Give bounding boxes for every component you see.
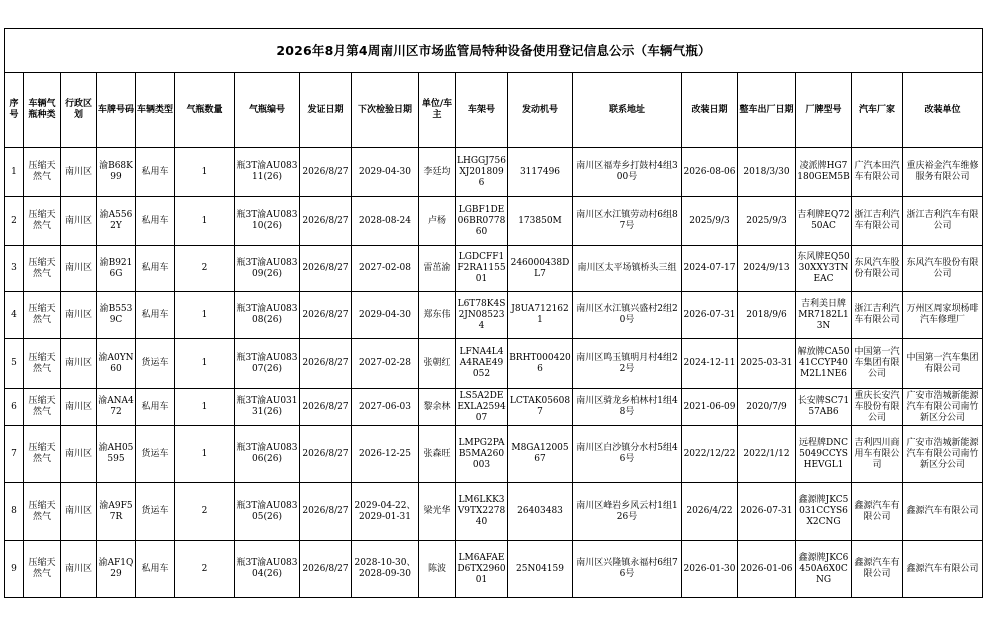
- cell-engine-no: 25N04159: [508, 541, 573, 598]
- cell-owner: 梁光华: [419, 483, 456, 541]
- col-header-next-inspection: 下次检验日期: [352, 73, 419, 148]
- cell-modifier: 浙江吉利汽车有限公司: [903, 197, 983, 246]
- cell-factory-date: 2025-03-31: [738, 339, 796, 389]
- cell-seq: 7: [5, 426, 24, 483]
- cell-engine-no: J8UA7121621: [508, 292, 573, 339]
- cell-owner: 张朝红: [419, 339, 456, 389]
- cell-cylinder-count: 2: [175, 483, 235, 541]
- cell-cylinder-count: 1: [175, 426, 235, 483]
- cell-model: 东风牌EQ5030XXY3TNEAC: [796, 246, 852, 292]
- cell-issue-date: 2026/8/27: [300, 426, 352, 483]
- table-row: [5, 197, 983, 246]
- cell-vehicle-type: 私用车: [136, 148, 175, 197]
- cell-owner: 陈波: [419, 541, 456, 598]
- cell-district: 南川区: [61, 197, 97, 246]
- cell-next-inspection: 2028-10-30、2028-09-30: [352, 541, 419, 598]
- cell-district: 南川区: [61, 389, 97, 426]
- cell-modifier: 广安市浩城新能源汽车有限公司南竹新区分公司: [903, 389, 983, 426]
- cell-cylinder-count: 2: [175, 541, 235, 598]
- cell-manufacturer: 浙江吉利汽车有限公司: [852, 292, 903, 339]
- cell-factory-date: 2026-07-31: [738, 483, 796, 541]
- cell-issue-date: 2026/8/27: [300, 246, 352, 292]
- cell-next-inspection: 2027-06-03: [352, 389, 419, 426]
- cell-modifier: 鑫源汽车有限公司: [903, 541, 983, 598]
- cell-modifier: 广安市浩城新能源汽车有限公司南竹新区分公司: [903, 426, 983, 483]
- table-row: [5, 541, 983, 598]
- cell-engine-no: 3117496: [508, 148, 573, 197]
- cell-address: 南川区鸣玉镇明月村4组22号: [573, 339, 682, 389]
- cell-cylinder-type: 压缩天然气: [24, 541, 61, 598]
- cell-cylinder-count: 1: [175, 197, 235, 246]
- cell-address: 南川区白沙镇分水村5组46号: [573, 426, 682, 483]
- cell-plate: 渝AH05595: [97, 426, 136, 483]
- cell-modify-date: 2026/4/22: [682, 483, 738, 541]
- cell-cylinder-type: 压缩天然气: [24, 483, 61, 541]
- cell-model: 鑫源牌JKC6450A6X0CNG: [796, 541, 852, 598]
- cell-seq: 8: [5, 483, 24, 541]
- cell-cylinder-count: 1: [175, 389, 235, 426]
- cell-factory-date: 2026-01-06: [738, 541, 796, 598]
- cell-cylinder-no: 瓶3T渝AU08311(26): [235, 148, 300, 197]
- cell-manufacturer: 广汽本田汽车有限公司: [852, 148, 903, 197]
- cell-engine-no: 26403483: [508, 483, 573, 541]
- cell-manufacturer: 重庆长安汽车股份有限公司: [852, 389, 903, 426]
- cell-vin: LGBF1DE06BR077860: [456, 197, 508, 246]
- cell-address: 南川区福寿乡打鼓村4组300号: [573, 148, 682, 197]
- cell-seq: 9: [5, 541, 24, 598]
- cell-model: 远程牌DNC5049CCYSHEVGL1: [796, 426, 852, 483]
- cell-seq: 3: [5, 246, 24, 292]
- cell-next-inspection: 2029-04-30: [352, 148, 419, 197]
- cell-cylinder-count: 1: [175, 148, 235, 197]
- cell-modify-date: 2026-08-06: [682, 148, 738, 197]
- cell-address: 南川区峰岩乡风云村1组126号: [573, 483, 682, 541]
- cell-address: 南川区兴隆镇永福村6组76号: [573, 541, 682, 598]
- cell-factory-date: 2018/3/30: [738, 148, 796, 197]
- table-row: [5, 483, 983, 541]
- cell-cylinder-type: 压缩天然气: [24, 197, 61, 246]
- cell-district: 南川区: [61, 246, 97, 292]
- cell-cylinder-no: 瓶3T渝AU08305(26): [235, 483, 300, 541]
- col-header-model: 厂牌型号: [796, 73, 852, 148]
- cell-seq: 5: [5, 339, 24, 389]
- col-header-district: 行政区划: [61, 73, 97, 148]
- cell-factory-date: 2025/9/3: [738, 197, 796, 246]
- cell-issue-date: 2026/8/27: [300, 541, 352, 598]
- cell-modify-date: 2026-07-31: [682, 292, 738, 339]
- cell-modifier: 重庆裕金汽车维修服务有限公司: [903, 148, 983, 197]
- cell-district: 南川区: [61, 483, 97, 541]
- col-header-cylinder-count: 气瓶数量: [175, 73, 235, 148]
- cell-cylinder-type: 压缩天然气: [24, 148, 61, 197]
- cell-owner: 李廷均: [419, 148, 456, 197]
- cell-cylinder-count: 1: [175, 292, 235, 339]
- cell-manufacturer: 浙江吉利汽车有限公司: [852, 197, 903, 246]
- cell-vin: LMPG2PAB5MA260003: [456, 426, 508, 483]
- cell-vin: LGDCFF1F2RA115501: [456, 246, 508, 292]
- col-header-cylinder-no: 气瓶编号: [235, 73, 300, 148]
- cell-modifier: 鑫源汽车有限公司: [903, 483, 983, 541]
- table-body: [5, 148, 983, 598]
- cell-vehicle-type: 私用车: [136, 389, 175, 426]
- cell-vin: LHGGJ756XJ2018096: [456, 148, 508, 197]
- cell-vin: LM6AFAED6TX296001: [456, 541, 508, 598]
- cell-plate: 渝A9F57R: [97, 483, 136, 541]
- cell-issue-date: 2026/8/27: [300, 197, 352, 246]
- table-row: [5, 292, 983, 339]
- cell-engine-no: 246000438DL7: [508, 246, 573, 292]
- cell-issue-date: 2026/8/27: [300, 483, 352, 541]
- cell-vehicle-type: 私用车: [136, 197, 175, 246]
- cell-model: 吉利牌EQ7250AC: [796, 197, 852, 246]
- registration-table: [4, 28, 983, 598]
- cell-vin: LM6LKK3V9TX227840: [456, 483, 508, 541]
- cell-modify-date: 2022/12/22: [682, 426, 738, 483]
- cell-manufacturer: 东风汽车股份有限公司: [852, 246, 903, 292]
- cell-engine-no: 173850M: [508, 197, 573, 246]
- cell-next-inspection: 2027-02-08: [352, 246, 419, 292]
- cell-plate: 渝B5539C: [97, 292, 136, 339]
- cell-vehicle-type: 私用车: [136, 541, 175, 598]
- cell-seq: 6: [5, 389, 24, 426]
- cell-cylinder-no: 瓶3T渝AU08308(26): [235, 292, 300, 339]
- col-header-engine-no: 发动机号: [508, 73, 573, 148]
- col-header-factory-date: 整车出厂日期: [738, 73, 796, 148]
- registration-sheet: [4, 28, 982, 598]
- cell-model: 鑫源牌JKC5031CCYS6X2CNG: [796, 483, 852, 541]
- cell-plate: 渝B68K99: [97, 148, 136, 197]
- col-header-address: 联系地址: [573, 73, 682, 148]
- cell-vehicle-type: 货运车: [136, 483, 175, 541]
- cell-modify-date: 2024-07-17: [682, 246, 738, 292]
- cell-cylinder-type: 压缩天然气: [24, 339, 61, 389]
- cell-cylinder-type: 压缩天然气: [24, 426, 61, 483]
- cell-address: 南川区水江镇兴盛村2组20号: [573, 292, 682, 339]
- cell-cylinder-no: 瓶3T渝AU08304(26): [235, 541, 300, 598]
- col-header-modify-date: 改装日期: [682, 73, 738, 148]
- cell-vehicle-type: 货运车: [136, 339, 175, 389]
- cell-vehicle-type: 私用车: [136, 246, 175, 292]
- cell-plate: 渝ANA472: [97, 389, 136, 426]
- cell-next-inspection: 2028-08-24: [352, 197, 419, 246]
- col-header-seq: 序号: [5, 73, 24, 148]
- page-title: 2026年8月第4周南川区市场监管局特种设备使用登记信息公示（车辆气瓶）: [5, 29, 983, 73]
- cell-model: 凌派牌HG7180GEM5B: [796, 148, 852, 197]
- cell-model: 吉利美日牌MR7182L13N: [796, 292, 852, 339]
- cell-manufacturer: 鑫源汽车有限公司: [852, 483, 903, 541]
- cell-vin: L6T78K4S2JN085234: [456, 292, 508, 339]
- cell-next-inspection: 2027-02-28: [352, 339, 419, 389]
- cell-manufacturer: 中国第一汽车集团有限公司: [852, 339, 903, 389]
- col-header-vin: 车架号: [456, 73, 508, 148]
- table-row: [5, 148, 983, 197]
- cell-issue-date: 2026/8/27: [300, 148, 352, 197]
- cell-factory-date: 2018/9/6: [738, 292, 796, 339]
- cell-plate: 渝A5562Y: [97, 197, 136, 246]
- cell-district: 南川区: [61, 541, 97, 598]
- cell-cylinder-no: 瓶3T渝AU03131(26): [235, 389, 300, 426]
- cell-vin: LS5A2DEEXLA259407: [456, 389, 508, 426]
- cell-address: 南川区太平场镇桥头三组: [573, 246, 682, 292]
- cell-modifier: 中国第一汽车集团有限公司: [903, 339, 983, 389]
- cell-next-inspection: 2029-04-30: [352, 292, 419, 339]
- cell-district: 南川区: [61, 292, 97, 339]
- cell-vehicle-type: 货运车: [136, 426, 175, 483]
- cell-factory-date: 2024/9/13: [738, 246, 796, 292]
- table-row: [5, 426, 983, 483]
- cell-modifier: 万州区周家坝杨啡汽车修理厂: [903, 292, 983, 339]
- cell-modify-date: 2024-12-11: [682, 339, 738, 389]
- cell-issue-date: 2026/8/27: [300, 339, 352, 389]
- table-row: [5, 246, 983, 292]
- table-row: [5, 389, 983, 426]
- cell-address: 南川区水江镇劳动村6组87号: [573, 197, 682, 246]
- cell-owner: 黎余林: [419, 389, 456, 426]
- cell-vin: LFNA4L4A4RAE49052: [456, 339, 508, 389]
- cell-owner: 张森旺: [419, 426, 456, 483]
- cell-cylinder-type: 压缩天然气: [24, 292, 61, 339]
- cell-manufacturer: 鑫源汽车有限公司: [852, 541, 903, 598]
- cell-district: 南川区: [61, 148, 97, 197]
- cell-modify-date: 2025/9/3: [682, 197, 738, 246]
- col-header-manufacturer: 汽车厂家: [852, 73, 903, 148]
- cell-seq: 1: [5, 148, 24, 197]
- cell-owner: 郑东伟: [419, 292, 456, 339]
- cell-factory-date: 2020/7/9: [738, 389, 796, 426]
- cell-plate: 渝A0YN60: [97, 339, 136, 389]
- cell-district: 南川区: [61, 426, 97, 483]
- table-row: [5, 339, 983, 389]
- cell-cylinder-count: 2: [175, 246, 235, 292]
- cell-cylinder-no: 瓶3T渝AU08309(26): [235, 246, 300, 292]
- cell-issue-date: 2026/8/27: [300, 389, 352, 426]
- cell-district: 南川区: [61, 339, 97, 389]
- cell-plate: 渝AF1Q29: [97, 541, 136, 598]
- cell-cylinder-count: 1: [175, 339, 235, 389]
- cell-address: 南川区骑龙乡柏林村1组48号: [573, 389, 682, 426]
- col-header-modifier: 改装单位: [903, 73, 983, 148]
- header-row: [5, 73, 983, 148]
- cell-issue-date: 2026/8/27: [300, 292, 352, 339]
- cell-cylinder-type: 压缩天然气: [24, 246, 61, 292]
- cell-owner: 雷茁渝: [419, 246, 456, 292]
- cell-next-inspection: 2026-12-25: [352, 426, 419, 483]
- col-header-owner: 单位/车主: [419, 73, 456, 148]
- col-header-issue-date: 发证日期: [300, 73, 352, 148]
- cell-model: 长安牌SC7157AB6: [796, 389, 852, 426]
- cell-engine-no: M8GA1200567: [508, 426, 573, 483]
- cell-cylinder-no: 瓶3T渝AU08306(26): [235, 426, 300, 483]
- cell-modify-date: 2021-06-09: [682, 389, 738, 426]
- cell-cylinder-no: 瓶3T渝AU08307(26): [235, 339, 300, 389]
- cell-owner: 卢杨: [419, 197, 456, 246]
- cell-cylinder-type: 压缩天然气: [24, 389, 61, 426]
- cell-vehicle-type: 私用车: [136, 292, 175, 339]
- cell-engine-no: BRHT0004206: [508, 339, 573, 389]
- cell-seq: 4: [5, 292, 24, 339]
- cell-modify-date: 2026-01-30: [682, 541, 738, 598]
- cell-plate: 渝B9216G: [97, 246, 136, 292]
- cell-model: 解放牌CA5041CCYP40M2L1NE6: [796, 339, 852, 389]
- cell-next-inspection: 2029-04-22、2029-01-31: [352, 483, 419, 541]
- cell-cylinder-no: 瓶3T渝AU08310(26): [235, 197, 300, 246]
- cell-engine-no: LCTAK056087: [508, 389, 573, 426]
- col-header-plate: 车牌号码: [97, 73, 136, 148]
- col-header-cylinder-type: 车辆气瓶种类: [24, 73, 61, 148]
- cell-manufacturer: 吉利四川商用车有限公司: [852, 426, 903, 483]
- col-header-vehicle-type: 车辆类型: [136, 73, 175, 148]
- cell-seq: 2: [5, 197, 24, 246]
- cell-modifier: 东风汽车股份有限公司: [903, 246, 983, 292]
- cell-factory-date: 2022/1/12: [738, 426, 796, 483]
